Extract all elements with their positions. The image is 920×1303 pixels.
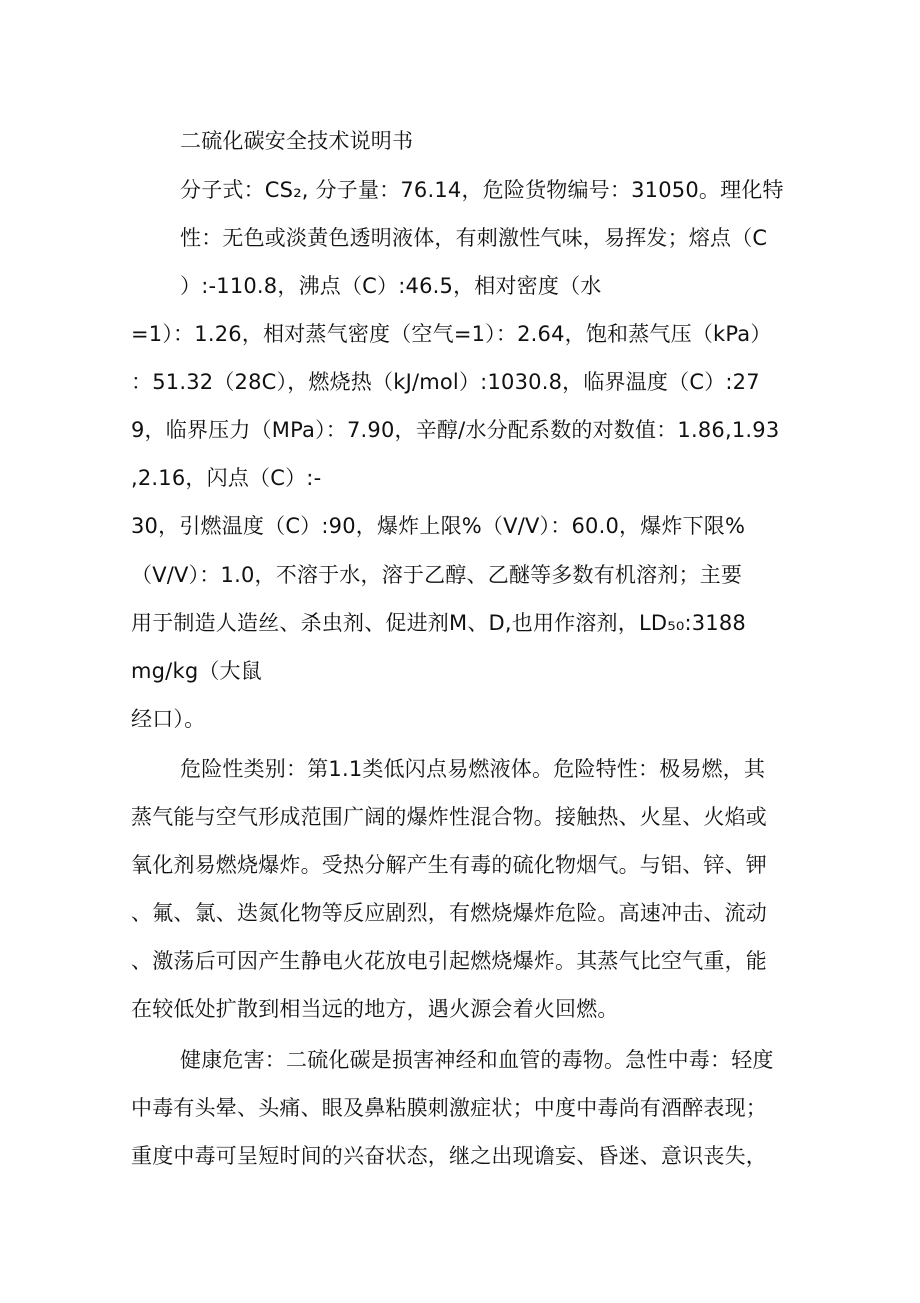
properties-line-10: 用于制造人造丝、杀虫剂、促进剂M、D,也用作溶剂，LD₅₀:3188 [131,611,746,635]
document-title: 二硫化碳安全技术说明书 [180,129,414,153]
properties-line-11: mg/kg（大鼠 [131,659,262,683]
hazard-line-3: 氧化剂易燃烧爆炸。受热分解产生有毒的硫化物烟气。与铝、锌、钾 [131,853,767,877]
properties-line-9: （V/V）：1.0，不溶于水，溶于乙醇、乙醚等多数有机溶剂；主要 [131,563,743,587]
properties-line-12: 经口）。 [131,707,206,731]
health-line-3: 重度中毒可呈短时间的兴奋状态，继之出现谵妄、昏迷、意识丧失， [131,1144,767,1168]
health-line-2: 中毒有头晕、头痛、眼及鼻粘膜刺激症状；中度中毒尚有酒醉表现； [131,1096,767,1120]
properties-line-3: ）:-110.8，沸点（C）:46.5，相对密度（水 [180,274,602,298]
properties-line-7: ,2.16，闪点（C）:- [131,466,322,490]
properties-line-5: ：51.32（28C），燃烧热（kJ/mol）:1030.8，临界温度（C）:27 [131,370,760,394]
properties-line-2: 性：无色或淡黄色透明液体，有刺激性气味，易挥发；熔点（C [180,226,768,250]
hazard-line-2: 蒸气能与空气形成范围广阔的爆炸性混合物。接触热、火星、火焰或 [131,805,767,829]
properties-line-4: =1）：1.26，相对蒸气密度（空气=1）：2.64，饱和蒸气压（kPa） [131,322,772,346]
hazard-line-1: 危险性类别：第1.1类低闪点易燃液体。危险特性：极易燃，其 [180,757,766,781]
hazard-line-5: 、激荡后可因产生静电火花放电引起燃烧爆炸。其蒸气比空气重，能 [131,949,767,973]
properties-line-8: 30，引燃温度（C）:90，爆炸上限%（V/V）：60.0，爆炸下限% [131,514,746,538]
properties-line-1: 分子式：CS₂, 分子量：76.14，危险货物编号：31050。理化特 [180,178,784,202]
properties-line-6: 9，临界压力（MPa）：7.90，辛醇/水分配系数的对数值：1.86,1.93 [131,418,780,442]
health-line-1: 健康危害：二硫化碳是损害神经和血管的毒物。急性中毒：轻度 [180,1048,774,1072]
hazard-line-4: 、氟、氯、迭氮化物等反应剧烈，有燃烧爆炸危险。高速冲击、流动 [131,901,767,925]
hazard-line-6: 在较低处扩散到相当远的地方，遇火源会着火回燃。 [131,997,619,1021]
